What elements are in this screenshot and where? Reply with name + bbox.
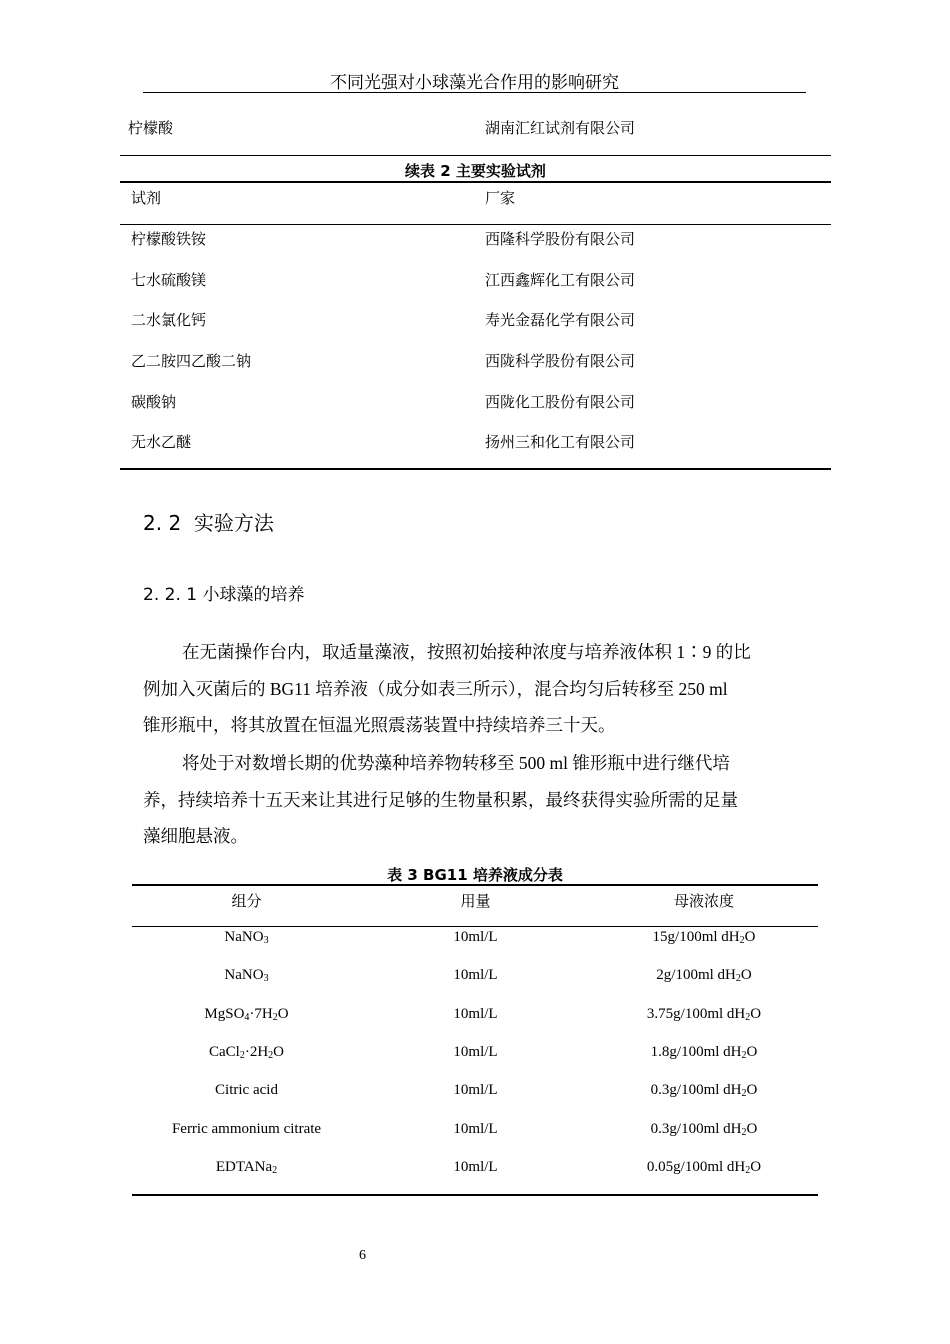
table3-header-rule xyxy=(132,926,818,927)
table3-top-rule xyxy=(132,884,818,886)
table2-bottom-rule xyxy=(120,468,831,470)
paragraph-line: 锥形瓶中，将其放置在恒温光照震荡装置中持续培养三十天。 xyxy=(143,715,616,735)
paragraph-line: 将处于对数增长期的优势藻种培养物转移至 500 ml 锥形瓶中进行继代培 xyxy=(182,753,730,773)
paragraph-1 xyxy=(143,634,806,744)
table2-caption: 续表 2 主要实验试剂 xyxy=(405,162,546,180)
table3-cell-concentration: 0.05g/100ml $dH_2O$ xyxy=(646,1159,762,1176)
section-number: 2. 2 xyxy=(143,511,182,535)
table3-cell-component: $MgSO_4\cdot 7H_2O$ xyxy=(204,1006,289,1023)
table2-top-maker: 湖南汇红试剂有限公司 xyxy=(485,119,636,137)
table2-cell-maker: 西陇化工股份有限公司 xyxy=(485,393,636,411)
table2-header-rule xyxy=(120,224,831,225)
table3-cell-component: $CaCl_2\cdot 2H_2O$ xyxy=(208,1044,284,1061)
table3-cell-concentration: 15g/100ml $dH_2O$ xyxy=(652,929,756,946)
table3-cell-amount: 10ml/L xyxy=(453,1044,498,1060)
running-header: 不同光强对小球藻光合作用的影响研究 xyxy=(330,73,619,93)
table3-cell-amount: 10ml/L xyxy=(453,1121,498,1137)
table2-cell-maker: 西陇科学股份有限公司 xyxy=(485,352,636,370)
table3-col-concentration: 母液浓度 xyxy=(673,892,734,910)
table3-cell-amount: 10ml/L xyxy=(453,929,498,945)
table3-cell-concentration: 0.3g/100ml $dH_2O$ xyxy=(650,1121,758,1138)
paragraph-2 xyxy=(143,745,806,855)
table2-cell-reagent: 无水乙醚 xyxy=(131,433,192,451)
table2-top-reagent: 柠檬酸 xyxy=(128,119,174,137)
table2-cell-reagent: 碳酸钠 xyxy=(131,393,177,411)
table3-cell-amount: 10ml/L xyxy=(453,967,498,983)
section-title: 实验方法 xyxy=(193,511,274,535)
table2-cell-maker: 西隆科学股份有限公司 xyxy=(485,230,636,248)
table3-cell-amount: 10ml/L xyxy=(453,1006,498,1022)
table3-cell-component: Citric acid xyxy=(215,1082,278,1098)
table3-cell-concentration: 0.3g/100ml $dH_2O$ xyxy=(650,1082,758,1099)
table3-cell-concentration: 2g/100ml $dH_2O$ xyxy=(656,967,752,984)
table2-cell-reagent: 柠檬酸铁铵 xyxy=(131,230,207,248)
paragraph-line: 藻细胞悬液。 xyxy=(143,826,248,846)
subsection-heading: 2. 2. 1 小球藻的培养 xyxy=(143,585,305,605)
table3-cell-amount: 10ml/L xyxy=(453,1082,498,1098)
table3-cell-component: NaNO$_3$ xyxy=(224,967,269,984)
table3-bottom-rule xyxy=(132,1194,818,1196)
table3-col-amount: 用量 xyxy=(460,892,491,910)
table3-caption: 表 3 BG11 培养液成分表 xyxy=(387,866,563,884)
table2-cell-maker: 扬州三和化工有限公司 xyxy=(485,433,636,451)
page-number: 6 xyxy=(359,1248,366,1263)
table3-cell-component: EDTANa$_2$ xyxy=(215,1159,278,1176)
paragraph-line: 例加入灭菌后的 BG11 培养液（成分如表三所示），混合均匀后转移至 250 ml xyxy=(143,678,728,699)
table2-cell-maker: 江西鑫辉化工有限公司 xyxy=(485,271,636,289)
table2-top-rule xyxy=(120,181,831,183)
table2-cell-maker: 寿光金磊化学有限公司 xyxy=(485,311,636,329)
table2-top-bottom-rule xyxy=(120,155,831,156)
table3-col-component: 组分 xyxy=(231,892,262,910)
table2-col-maker: 厂家 xyxy=(485,189,516,207)
table2-col-reagent: 试剂 xyxy=(131,189,162,207)
table2-cell-reagent: 七水硫酸镁 xyxy=(131,271,207,289)
table3-cell-concentration: 3.75g/100ml $dH_2O$ xyxy=(646,1006,762,1023)
table3-cell-amount: 10ml/L xyxy=(453,1159,498,1175)
header-rule xyxy=(143,92,806,93)
paragraph-line: 养，持续培养十五天来让其进行足够的生物量积累，最终获得实验所需的足量 xyxy=(143,789,738,810)
table2-cell-reagent: 二水氯化钙 xyxy=(131,311,207,329)
paragraph-line: 在无菌操作台内，取适量藻液，按照初始接种浓度与培养液体积 1∶9 的比 xyxy=(182,642,751,662)
table3-cell-component: Ferric ammonium citrate xyxy=(171,1121,322,1137)
table3-cell-concentration: 1.8g/100ml $dH_2O$ xyxy=(650,1044,758,1061)
section-heading xyxy=(143,507,274,536)
table3-cell-component: NaNO$_3$ xyxy=(224,929,269,946)
table2-cell-reagent: 乙二胺四乙酸二钠 xyxy=(131,352,252,370)
